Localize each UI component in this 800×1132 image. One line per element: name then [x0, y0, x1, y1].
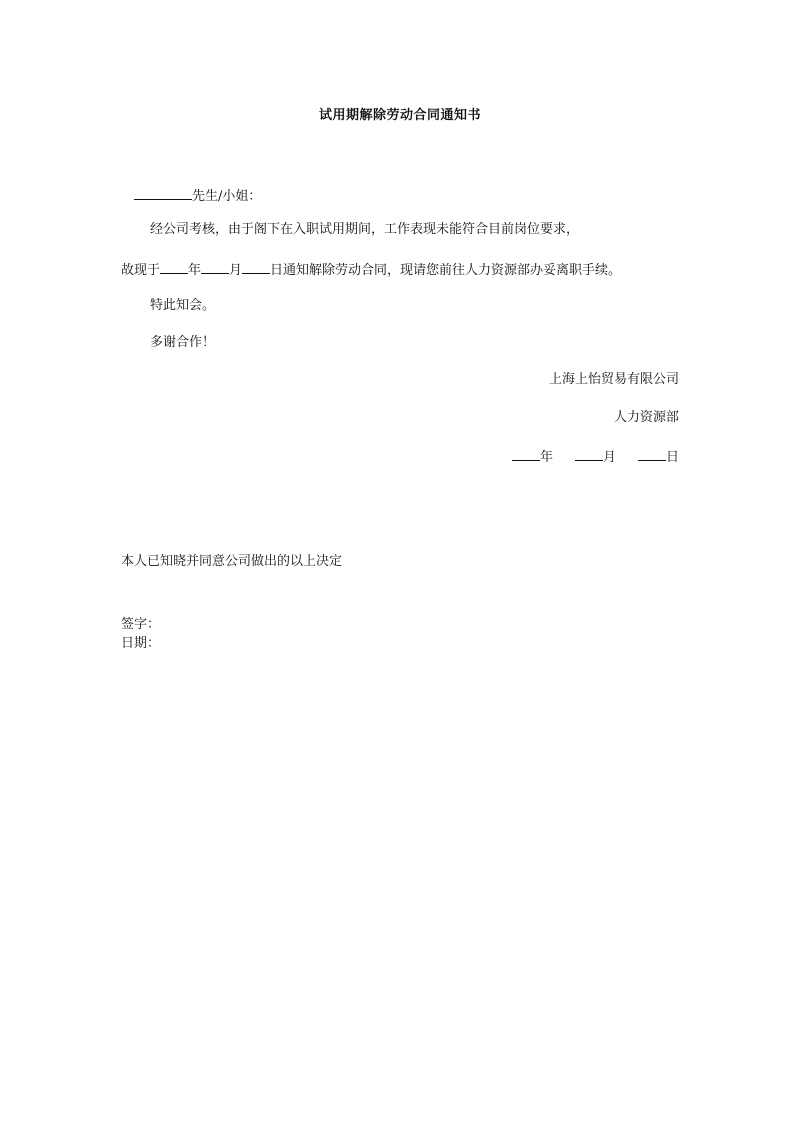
- para2-year-label: 年: [188, 263, 202, 278]
- issue-month-blank: [575, 447, 603, 461]
- day-blank: [242, 260, 270, 274]
- issue-day-label: 日: [665, 450, 679, 465]
- month-blank: [201, 260, 229, 274]
- paragraph-1: 经公司考核，由于阁下在入职试用期间，工作表现未能符合目前岗位要求，: [150, 222, 580, 237]
- name-blank: [134, 186, 192, 200]
- para2-prefix: 故现于: [121, 263, 161, 278]
- paragraph-3: 特此知会。: [150, 298, 216, 313]
- signature-label: 签字：: [121, 617, 161, 632]
- document-title: 试用期解除劳动合同通知书: [318, 108, 481, 123]
- para2-month-label: 月: [229, 263, 243, 278]
- company-name: 上海上怡贸易有限公司: [548, 372, 679, 387]
- issue-month-label: 月: [602, 450, 616, 465]
- issue-day-blank: [638, 447, 666, 461]
- year-blank: [160, 260, 188, 274]
- department-name: 人力资源部: [613, 410, 679, 425]
- para2-day-rest: 日通知解除劳动合同，现请您前往人力资源部办妥离职手续。: [270, 263, 622, 278]
- date-label: 日期：: [121, 636, 161, 651]
- paragraph-4: 多谢合作！: [150, 335, 216, 350]
- issue-date-line: [512, 447, 679, 466]
- salutation-suffix: 先生/小姐：: [192, 189, 262, 204]
- issue-year-label: 年: [539, 450, 553, 465]
- acknowledgement-text: 本人已知晓并同意公司做出的以上决定: [121, 554, 343, 569]
- issue-year-blank: [512, 447, 540, 461]
- paragraph-2: [121, 260, 621, 279]
- salutation-line: [134, 186, 261, 205]
